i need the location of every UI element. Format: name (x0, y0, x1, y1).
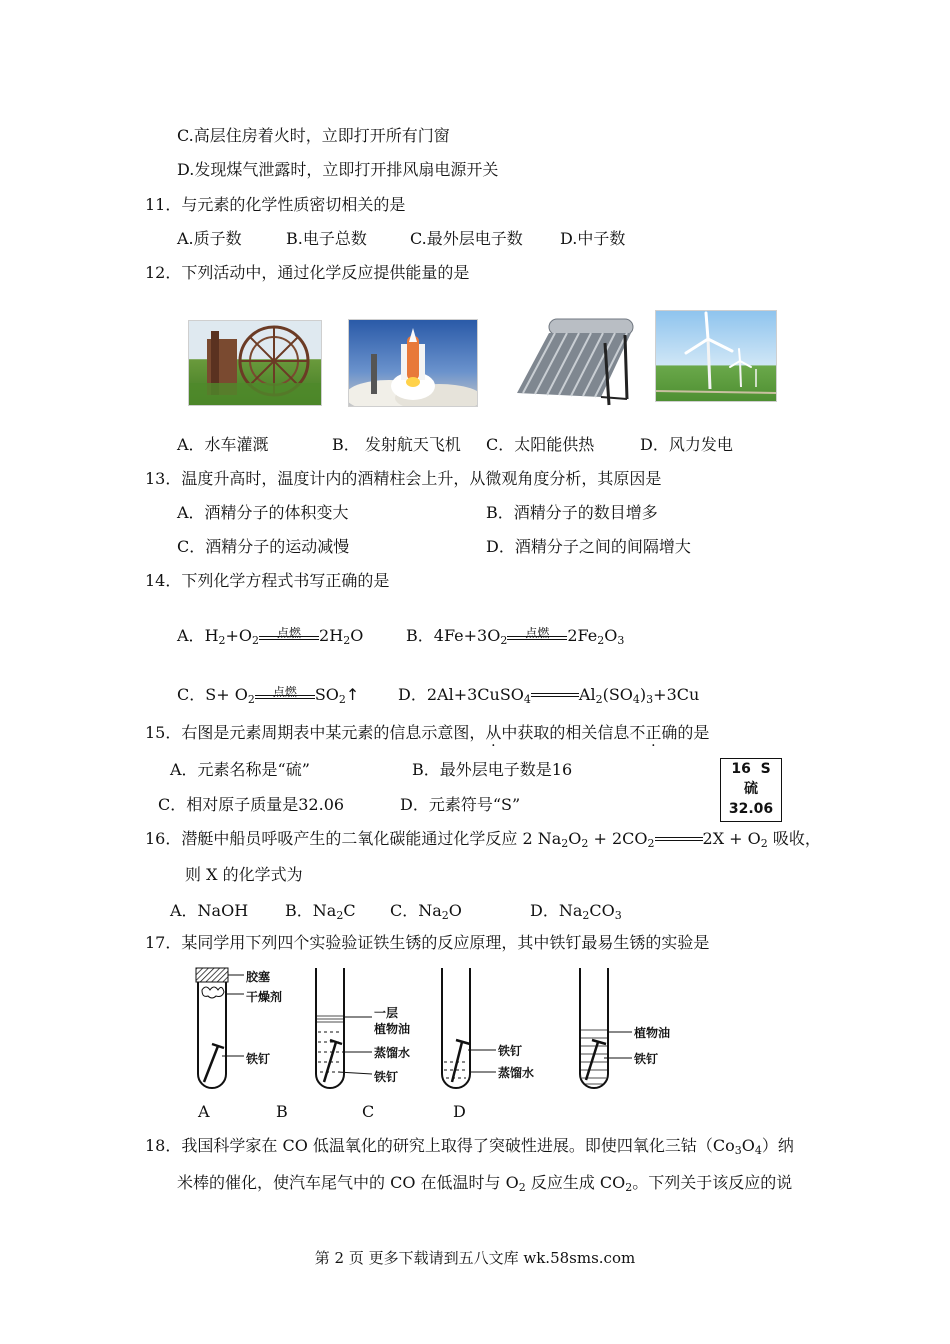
reaction-condition-arrow: 点燃 (259, 627, 319, 647)
test-tube-c (442, 968, 496, 1088)
label-nail-c: 铁钉 (498, 1044, 523, 1058)
q13-option-a: A．酒精分子的体积变大 (177, 503, 349, 522)
q13-option-c: C．酒精分子的运动减慢 (177, 537, 350, 556)
q15-option-a: A．元素名称是“硫” (170, 760, 310, 779)
test-tube-b (316, 968, 372, 1088)
q15-option-b: B．最外层电子数是16 (412, 760, 573, 779)
q13-option-d: D．酒精分子之间的间隔增大 (486, 537, 691, 556)
label-oil-layer-1: 一层 (374, 1006, 399, 1020)
page-footer: 第 2 页 更多下载请到五八文库 wk.58sms.com (314, 1249, 636, 1267)
label-oil-d: 植物油 (634, 1026, 671, 1040)
label-nail-a: 铁钉 (246, 1052, 271, 1066)
label-stopper: 胶塞 (246, 970, 271, 984)
q17-stem: 17．某同学用下列四个实验验证铁生锈的反应原理，其中铁钉最易生锈的实验是 (145, 933, 710, 952)
q16-option-d: D．$Na_2CO_3$ (530, 901, 622, 922)
q13-stem: 13．温度升高时，温度计内的酒精柱会上升，从微观角度分析，其原因是 (145, 469, 662, 488)
q16-option-c: C．$Na_2O$ (390, 901, 462, 922)
label-nail-b: 铁钉 (374, 1070, 399, 1084)
label-water-b: 蒸馏水 (374, 1046, 411, 1060)
q12-stem: 12．下列活动中，通过化学反应提供能量的是 (145, 263, 470, 282)
equals-sign (531, 690, 579, 702)
q12-option-b: B． 发射航天飞机 (332, 435, 461, 454)
q12-option-d: D．风力发电 (640, 435, 733, 454)
q11-option-d: D.中子数 (560, 229, 626, 248)
q18-line1: 18．我国科学家在 CO 低温氧化的研究上取得了突破性进展。即使四氧化三钴$(Co_3O_4)$纳 (145, 1136, 794, 1157)
water-wheel-image (188, 320, 322, 406)
q16-stem: 16．潜艇中船员呼吸产生的二氧化碳能通过化学反应 2 $Na_2O_2 + 2CO_2$ $2X + O_2$ 吸收， (145, 829, 821, 850)
reaction-condition-arrow: 点燃 (255, 686, 315, 706)
label-water-c: 蒸馏水 (498, 1066, 535, 1080)
q17-option-d: D (453, 1102, 466, 1121)
iron-nail (204, 1046, 218, 1082)
q10-option-c: C.高层住房着火时，立即打开所有门窗 (177, 126, 450, 145)
label-nail-d: 铁钉 (634, 1052, 659, 1066)
q11-option-b: B.电子总数 (286, 229, 367, 248)
q16-line2: 则 X 的化学式为 (185, 865, 303, 884)
solar-panel-icon (509, 313, 637, 411)
q12-option-a: A．水车灌溉 (177, 435, 269, 454)
q12-option-c: C．太阳能供热 (486, 435, 595, 454)
equals-sign (655, 834, 703, 846)
shuttle-icon (349, 320, 477, 406)
q15-stem: 15．右图是元素周期表中某元素的信息示意图，从中获取的相关信息不正确的是 (145, 723, 710, 742)
solar-heater-image (508, 312, 638, 412)
q17-option-a: A (198, 1102, 210, 1121)
test-tube-d (580, 968, 632, 1088)
q11-option-a: A.质子数 (177, 229, 242, 248)
q15-option-c: C．相对原子质量是32.06 (158, 795, 345, 814)
q16-option-a: A．NaOH (170, 901, 249, 920)
q11-option-c: C.最外层电子数 (410, 229, 523, 248)
q17-option-c: C (362, 1102, 375, 1121)
element-header: 16 S (731, 761, 771, 777)
q14-option-a: A．$H_2+O_2$ 点燃 $2H_2O$ (177, 625, 364, 647)
q11-stem: 11．与元素的化学性质密切相关的是 (145, 195, 406, 214)
water-wheel-icon (189, 321, 321, 405)
q14-option-d: D．2Al+3CuSO$_4$ $Al_2(SO_4)_3+3Cu$ (398, 685, 700, 706)
element-name: 硫 (744, 781, 758, 797)
wind-turbine-icon (656, 311, 776, 401)
test-tube-a (196, 968, 244, 1088)
q17-option-b: B (276, 1102, 288, 1121)
rubber-stopper (196, 968, 228, 982)
iron-nail (452, 1042, 462, 1082)
q13-option-b: B．酒精分子的数目增多 (486, 503, 658, 522)
shuttle-launch-image (348, 319, 478, 407)
reaction-condition-arrow: 点燃 (507, 627, 567, 647)
wind-turbine-image (655, 310, 777, 402)
iron-nail (586, 1042, 598, 1080)
q14-stem: 14．下列化学方程式书写正确的是 (145, 571, 390, 590)
q18-line2: 米棒的催化，使汽车尾气中的 CO 在低温时与 $O_2$ 反应生成 $CO_2$。下列关于该反应的说 (177, 1173, 793, 1194)
element-mass: 32.06 (728, 801, 774, 817)
q10-option-d: D.发现煤气泄露时，立即打开排风扇电源开关 (177, 160, 499, 179)
periodic-table-cell (720, 758, 782, 822)
q14-option-c: C．$S+ O_2$ 点燃 $SO_2↑$ (177, 684, 360, 706)
q14-option-b: B．$4Fe+3O_2$ 点燃 $2Fe_2O_3$ (406, 625, 625, 647)
label-desiccant: 干燥剂 (246, 990, 283, 1004)
q16-option-b: B．$Na_2C$ (285, 901, 356, 922)
q15-option-d: D．元素符号“S” (400, 795, 521, 814)
label-oil-layer-2: 植物油 (374, 1022, 411, 1036)
